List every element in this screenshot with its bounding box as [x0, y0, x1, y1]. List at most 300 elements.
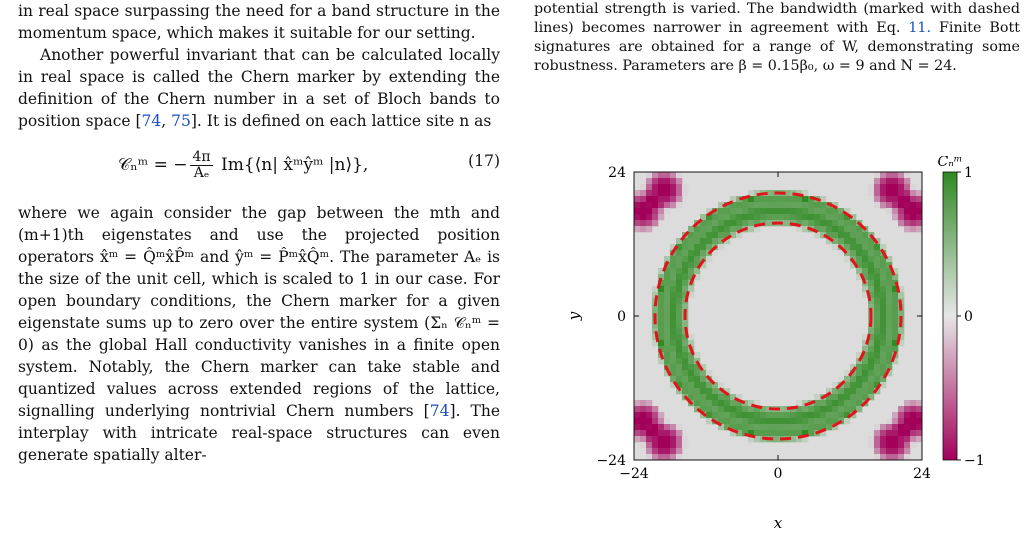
heatmap-cell [760, 214, 766, 220]
heatmap-cell [910, 226, 916, 232]
heatmap-cell [652, 214, 658, 220]
heatmap-cell [646, 196, 652, 202]
heatmap-cell [874, 244, 880, 250]
heatmap-cell [670, 286, 676, 292]
heatmap-cell [700, 238, 706, 244]
equation-ref-11[interactable]: 11. [908, 20, 932, 36]
heatmap-cell [682, 388, 688, 394]
heatmap-cell [634, 424, 640, 430]
heatmap-cell [676, 286, 682, 292]
heatmap-cell [748, 226, 754, 232]
heatmap-cell [832, 406, 838, 412]
heatmap-cell [694, 352, 700, 358]
heatmap-cell [670, 424, 676, 430]
heatmap-cell [658, 298, 664, 304]
heatmap-cell [892, 202, 898, 208]
x-tick-label: −24 [619, 466, 649, 482]
heatmap-cell [850, 226, 856, 232]
heatmap-cell [904, 178, 910, 184]
heatmap-cell [832, 214, 838, 220]
heatmap-cell [874, 268, 880, 274]
heatmap-cell [694, 250, 700, 256]
heatmap-cell [670, 352, 676, 358]
heatmap-cell [784, 412, 790, 418]
heatmap-cell [646, 412, 652, 418]
heatmap-cell [796, 214, 802, 220]
heatmap-cell [664, 436, 670, 442]
heatmap-cell [670, 442, 676, 448]
heatmap-cell [814, 214, 820, 220]
heatmap-cell [694, 268, 700, 274]
heatmap-cell [646, 190, 652, 196]
heatmap-cell [874, 346, 880, 352]
heatmap-cell [664, 292, 670, 298]
heatmap-cell [820, 400, 826, 406]
heatmap-cell [670, 454, 676, 460]
heatmap-cell [676, 340, 682, 346]
heatmap-cell [826, 214, 832, 220]
heatmap-cell [856, 244, 862, 250]
heatmap-cell [646, 184, 652, 190]
citation-75[interactable]: 75 [171, 112, 191, 130]
heatmap-cell [646, 400, 652, 406]
heatmap-cell [640, 220, 646, 226]
heatmap-cell [700, 232, 706, 238]
heatmap-cell [682, 256, 688, 262]
heatmap-cell [904, 412, 910, 418]
heatmap-cell [796, 418, 802, 424]
heatmap-cell [652, 424, 658, 430]
heatmap-cell [880, 202, 886, 208]
heatmap-cell [886, 286, 892, 292]
heatmap-cell [826, 406, 832, 412]
heatmap-cell [682, 190, 688, 196]
heatmap-cell [700, 394, 706, 400]
heatmap-cell [646, 208, 652, 214]
heatmap-cell [658, 214, 664, 220]
heatmap-cell [718, 220, 724, 226]
heatmap-cell [868, 352, 874, 358]
heatmap-cell [658, 322, 664, 328]
heatmap-cell [856, 382, 862, 388]
heatmap-cell [880, 292, 886, 298]
heatmap-cell [742, 208, 748, 214]
heatmap-cell [694, 244, 700, 250]
heatmap-cell [904, 214, 910, 220]
heatmap-cell [814, 220, 820, 226]
heatmap-cell [886, 172, 892, 178]
citation-74[interactable]: 74 [141, 112, 162, 130]
heatmap-cell [760, 202, 766, 208]
heatmap-cell [820, 202, 826, 208]
heatmap-cell [892, 322, 898, 328]
heatmap-cell [664, 190, 670, 196]
heatmap-cell [862, 382, 868, 388]
heatmap-cell [874, 202, 880, 208]
heatmap-cell [634, 190, 640, 196]
heatmap-cell [676, 178, 682, 184]
heatmap-cell [802, 424, 808, 430]
heatmap-cell [832, 232, 838, 238]
heatmap-cell [760, 430, 766, 436]
heatmap-cell [682, 370, 688, 376]
heatmap-cell [736, 418, 742, 424]
heatmap-cell [874, 370, 880, 376]
heatmap-cell [706, 232, 712, 238]
heatmap-cell [874, 304, 880, 310]
heatmap-cell [808, 220, 814, 226]
heatmap-cell [880, 430, 886, 436]
heatmap-cell [664, 430, 670, 436]
heatmap-cell [892, 442, 898, 448]
heatmap-cell [718, 226, 724, 232]
heatmap-cell [814, 400, 820, 406]
heatmap-cell [886, 184, 892, 190]
heatmap-cell [892, 436, 898, 442]
heatmap-cell [904, 454, 910, 460]
heatmap-cell [694, 382, 700, 388]
heatmap-cell [910, 208, 916, 214]
heatmap-cell [850, 382, 856, 388]
heatmap-cell [664, 328, 670, 334]
heatmap-cell [874, 178, 880, 184]
heatmap-cell [814, 394, 820, 400]
heatmap-cell [898, 310, 904, 316]
heatmap-cell [790, 208, 796, 214]
heatmap-cell [724, 418, 730, 424]
heatmap-cell [832, 220, 838, 226]
heatmap-cell [664, 448, 670, 454]
heatmap-cell [916, 400, 922, 406]
heatmap-cell [868, 190, 874, 196]
heatmap-cell [664, 424, 670, 430]
heatmap-cell [718, 400, 724, 406]
heatmap-cell [820, 220, 826, 226]
heatmap-cell [682, 346, 688, 352]
heatmap-cell [766, 418, 772, 424]
heatmap-cell [868, 346, 874, 352]
heatmap-cell [886, 418, 892, 424]
heatmap-cell [748, 412, 754, 418]
colorbar-ticks [957, 165, 985, 469]
y-tick-label: −24 [596, 453, 626, 469]
heatmap-cell [874, 328, 880, 334]
heatmap-cell [700, 244, 706, 250]
heatmap-cell [892, 292, 898, 298]
heatmap-cell [910, 184, 916, 190]
heatmap-cell [646, 454, 652, 460]
heatmap-cell [724, 220, 730, 226]
heatmap-cell [634, 196, 640, 202]
heatmap-cell [664, 334, 670, 340]
heatmap-cell [844, 394, 850, 400]
heatmap-cell [712, 232, 718, 238]
heatmap-cell [796, 208, 802, 214]
heatmap-cell [868, 358, 874, 364]
heatmap-cell [868, 274, 874, 280]
heatmap-cell [742, 418, 748, 424]
heatmap-cell [916, 196, 922, 202]
heatmap-cell [778, 430, 784, 436]
heatmap-cell [874, 196, 880, 202]
heatmap-cell [754, 196, 760, 202]
heatmap-cell [898, 436, 904, 442]
equation-body [118, 150, 368, 181]
heatmap-cell [646, 436, 652, 442]
heatmap-cell [724, 406, 730, 412]
heatmap-cell [838, 226, 844, 232]
heatmap-cell [880, 310, 886, 316]
heatmap-cell [772, 196, 778, 202]
heatmap-cell [688, 250, 694, 256]
heatmap-cell [820, 418, 826, 424]
heatmap-cell [718, 232, 724, 238]
heatmap-cell [640, 400, 646, 406]
heatmap-cell [844, 388, 850, 394]
heatmap-cell [664, 418, 670, 424]
heatmap-cell [706, 370, 712, 376]
heatmap-cell [856, 232, 862, 238]
heatmap-cell [772, 418, 778, 424]
heatmap-cell [688, 364, 694, 370]
heatmap-cell [802, 214, 808, 220]
heatmap-cell [646, 430, 652, 436]
heatmap-cell [778, 424, 784, 430]
heatmap-cell [862, 256, 868, 262]
heatmap-cell [736, 208, 742, 214]
heatmap-cell [868, 250, 874, 256]
heatmap-cell [892, 298, 898, 304]
heatmap-cell [898, 208, 904, 214]
figure-caption [534, 0, 1020, 76]
heatmap-cell [652, 412, 658, 418]
heatmap-cell [880, 328, 886, 334]
heatmap-cell [634, 220, 640, 226]
heatmap-cell [682, 364, 688, 370]
heatmap-cell [664, 178, 670, 184]
heatmap-cell [718, 394, 724, 400]
heatmap-cell [790, 430, 796, 436]
heatmap-cell [688, 262, 694, 268]
heatmap-cell [874, 250, 880, 256]
heatmap-cell [796, 196, 802, 202]
heatmap-cell [700, 400, 706, 406]
heatmap-cell [670, 274, 676, 280]
heatmap-cell [886, 280, 892, 286]
heatmap-cell [772, 214, 778, 220]
heatmap-cell [676, 448, 682, 454]
heatmap-cell [748, 220, 754, 226]
heatmap-cell [910, 406, 916, 412]
heatmap-cell [676, 262, 682, 268]
heatmap-cell [880, 364, 886, 370]
heatmap-cell [700, 250, 706, 256]
heatmap-cell [868, 262, 874, 268]
heatmap-cell [766, 214, 772, 220]
heatmap-cell [910, 430, 916, 436]
heatmap-cell [760, 196, 766, 202]
heatmap-cell [736, 202, 742, 208]
heatmap-cell [802, 226, 808, 232]
heatmap-cell [886, 352, 892, 358]
heatmap-cell [832, 394, 838, 400]
heatmap-cell [874, 172, 880, 178]
heatmap-cell [862, 358, 868, 364]
heatmap-cell [808, 406, 814, 412]
heatmap-cell [664, 352, 670, 358]
heatmap-cell [850, 394, 856, 400]
heatmap-cell [730, 214, 736, 220]
heatmap-cell [838, 406, 844, 412]
heatmap-cell [718, 412, 724, 418]
heatmap-cell [904, 436, 910, 442]
heatmap-cell [874, 442, 880, 448]
heatmap-cell [676, 190, 682, 196]
heatmap-cell [682, 268, 688, 274]
heatmap-cell [898, 184, 904, 190]
heatmap-cell [814, 202, 820, 208]
heatmap-cell [652, 196, 658, 202]
heatmap-cell [856, 256, 862, 262]
heatmap-cell [724, 400, 730, 406]
heatmap-cell [658, 172, 664, 178]
heatmap-cell [670, 304, 676, 310]
heatmap-cell [664, 358, 670, 364]
heatmap-cell [772, 208, 778, 214]
heatmap-cell [742, 406, 748, 412]
heatmap-cell [682, 274, 688, 280]
heatmap-cell [844, 232, 850, 238]
heatmap-cell [712, 226, 718, 232]
heatmap-cell [790, 202, 796, 208]
heatmap-cell [826, 220, 832, 226]
heatmap-cell [730, 412, 736, 418]
heatmap-cell [874, 352, 880, 358]
heatmap-cell [772, 412, 778, 418]
heatmap-cell [868, 370, 874, 376]
heatmap-cell [688, 376, 694, 382]
heatmap-cell [748, 202, 754, 208]
left-text-column [18, 0, 500, 466]
heatmap-cell [880, 322, 886, 328]
heatmap-cell [886, 298, 892, 304]
heatmap-cell [844, 226, 850, 232]
heatmap-cell [892, 418, 898, 424]
heatmap-cell [664, 274, 670, 280]
heatmap-cell [886, 196, 892, 202]
heatmap-cell [880, 442, 886, 448]
heatmap-cell [670, 298, 676, 304]
heatmap-cell [748, 214, 754, 220]
heatmap-cell [814, 424, 820, 430]
heatmap-cell [880, 280, 886, 286]
heatmap-cell [658, 454, 664, 460]
heatmap-cell [844, 400, 850, 406]
heatmap-cell [664, 454, 670, 460]
heatmap-cell [688, 238, 694, 244]
heatmap-cell [670, 310, 676, 316]
heatmap-cell [694, 376, 700, 382]
heatmap-cell [652, 430, 658, 436]
heatmap-cell [880, 316, 886, 322]
heatmap-cell [676, 334, 682, 340]
heatmap-cell [814, 418, 820, 424]
heatmap-cell [862, 232, 868, 238]
heatmap-cell [862, 262, 868, 268]
heatmap-cell [826, 208, 832, 214]
y-tick-label: 24 [608, 165, 626, 181]
heatmap-cell [664, 316, 670, 322]
heatmap-cell [658, 304, 664, 310]
heatmap-cell [916, 430, 922, 436]
heatmap-cell [838, 388, 844, 394]
heatmap-cell [760, 208, 766, 214]
heatmap-cell [808, 430, 814, 436]
heatmap-cell [892, 424, 898, 430]
heatmap-cell [844, 220, 850, 226]
heatmap-cell [892, 430, 898, 436]
heatmap-cell [670, 346, 676, 352]
heatmap-cell [880, 304, 886, 310]
heatmap-cell [712, 238, 718, 244]
heatmap-cell [676, 424, 682, 430]
heatmap-cell [880, 298, 886, 304]
heatmap-cell [664, 340, 670, 346]
heatmap-cell [664, 304, 670, 310]
heatmap-cell [802, 220, 808, 226]
heatmap-cell [694, 370, 700, 376]
heatmap-cell [904, 430, 910, 436]
x-tick-label: 24 [913, 466, 931, 482]
heatmap-cell [670, 262, 676, 268]
heatmap-cell [904, 190, 910, 196]
heatmap-cell [694, 256, 700, 262]
heatmap-cell [862, 364, 868, 370]
heatmap-cell [676, 274, 682, 280]
heatmap-cell [832, 244, 838, 250]
heatmap-cell [874, 436, 880, 442]
citation-74-b[interactable]: 74 [429, 402, 450, 420]
heatmap-cell [790, 196, 796, 202]
heatmap-cell [754, 226, 760, 232]
heatmap-cell [676, 358, 682, 364]
heatmap-cell [856, 388, 862, 394]
heatmap-cell [892, 310, 898, 316]
heatmap-cell [694, 388, 700, 394]
heatmap-cell [904, 418, 910, 424]
heatmap-cell [778, 412, 784, 418]
heatmap-cell [676, 376, 682, 382]
heatmap-cell [898, 214, 904, 220]
heatmap-cell [634, 202, 640, 208]
heatmap-cell [658, 412, 664, 418]
heatmap-cell [694, 394, 700, 400]
heatmap-cell [676, 292, 682, 298]
heatmap-cell [868, 280, 874, 286]
heatmap-cell [736, 214, 742, 220]
heatmap-cell [640, 226, 646, 232]
heatmap-cell [904, 220, 910, 226]
heatmap-cell [886, 334, 892, 340]
heatmap-cell [826, 226, 832, 232]
heatmap-cell [640, 190, 646, 196]
equation-17 [18, 142, 500, 190]
heatmap-cell [910, 220, 916, 226]
heatmap-cell [664, 184, 670, 190]
heatmap-cell [760, 418, 766, 424]
heatmap-cell [658, 184, 664, 190]
heatmap-cell [784, 214, 790, 220]
